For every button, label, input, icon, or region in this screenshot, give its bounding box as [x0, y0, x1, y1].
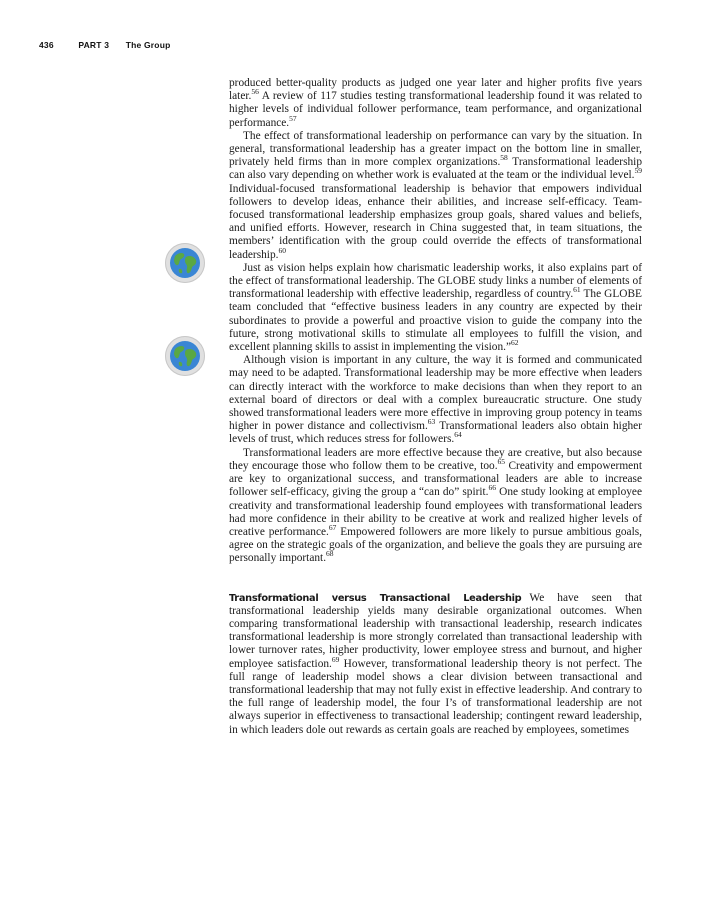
footnote-ref: 61	[573, 285, 581, 295]
part-label: PART 3	[78, 40, 110, 50]
footnote-ref: 65	[497, 456, 506, 466]
footnote-ref: 60	[278, 245, 286, 255]
footnote-ref: 68	[326, 549, 334, 559]
part-title: The Group	[125, 40, 171, 50]
footnote-ref: 69	[331, 654, 340, 664]
section-heading: Transformational versus Transactional Leadership	[229, 592, 522, 604]
running-head	[39, 40, 171, 50]
footnote-ref: 66	[488, 483, 497, 493]
footnote-ref: 67	[328, 522, 337, 532]
paragraph: The effect of transformational leadership on performance can vary by the situation. In general, transformational leadership has a greater impact on the bottom line in smaller, privately held firms than in more complex organizations.$^{58}$ Transformational leadership can also vary depending on whether work is evaluated at the team or the individual level.$^{59}$ Individual-focused transformational leadership is behavior that empowers individual followers to develop ideas, enhance their abilities, and increase self-efficacy. Team-focused transformational leadership emphasizes group goals, shared values and beliefs, and unified efforts. However, research in China suggested that, in team situations, the members’ identification with the group could override the effects of transformational leadership.$^{60}$	[229, 129, 642, 261]
paragraph: Although vision is important in any culture, the way it is formed and communicated may need to be adapted. Transformational leadership may be more effective when leaders can directly interact with the workforce to make decisions than when they report to an external board of directors or deal with a complex bureaucratic structure. One study showed transformational leaders were more effective in improving group potency in teams higher in power distance and collectivism.$^{63}$ Transformational leaders also obtain higher levels of trust, which reduces stress for followers.$^{64}$	[229, 354, 642, 446]
footnote-ref: 58	[500, 153, 508, 163]
globe-icon	[165, 243, 205, 283]
footnote-ref: 62	[510, 338, 519, 348]
footnote-ref: 57	[289, 113, 297, 123]
paragraph: Transformational leaders are more effective because they are creative, but also because they encourage those who follow them to be creative, too.$^{65}$ Creativity and empowerment are key to organizational success, and transformational leaders are able to increase follower self-efficacy, giving the group a “can do” spirit.$^{66}$ One study looking at employee creativity and transformational leadership found employees with transformational leaders had more confidence in their ability to be creative at work and realized higher levels of creative performance.$^{67}$ Empowered followers are more likely to pursue ambitious goals, agree on the strategic goals of the organization, and believe the goals they are pursuing are personally important.$^{68}$	[229, 446, 643, 565]
page-number: 436	[39, 40, 54, 50]
paragraph: Just as vision helps explain how charismatic leadership works, it also explains part of the effect of transformational leadership. The GLOBE study links a number of elements of transformational leadership with effective leadership, regardless of country.$^{61}$ The GLOBE team concluded that “effective business leaders in any country are expected by their subordinates to provide a powerful and proactive vision to guide the company into the future, strong motivational skills to stimulate all employees to fulfill the vision, and excellent planning skills to assist in implementing the vision.”$^{62}$	[229, 261, 642, 354]
footnote-ref: 59	[634, 166, 642, 176]
footnote-ref: 56	[251, 87, 259, 97]
body-text	[229, 77, 642, 737]
footnote-ref: 63	[427, 417, 436, 427]
footnote-ref: 64	[454, 430, 462, 440]
paragraph: produced better-quality products as judged one year later and higher profits five years later.$^{56}$ A review of 117 studies testing transformational leadership found it was related to higher levels of individual follower performance, team performance, and organizational performance.$^{57}$	[229, 77, 642, 129]
section-paragraph: Transformational versus Transactional Leadership We have seen that transformational leadership yields many desirable organizational outcomes. When comparing transformational leadership with transactional leadership, research indicates transformational leadership is more strongly correlated than transactional leadership with lower turnover rates, higher productivity, lower employee stress and burnout, and higher employee satisfaction.$^{69}$ However, transformational leadership theory is not perfect. The full range of leadership model shows a clear division between transactional and transformational leadership that may not fully exist in effective leadership. And contrary to the full range of leadership model, the four I’s of transformational leadership are not always superior in effectiveness to transactional leadership; contingent reward leadership, in which leaders dole out rewards as certain goals are reached by employees, sometimes	[229, 591, 642, 736]
globe-icon	[165, 336, 205, 376]
